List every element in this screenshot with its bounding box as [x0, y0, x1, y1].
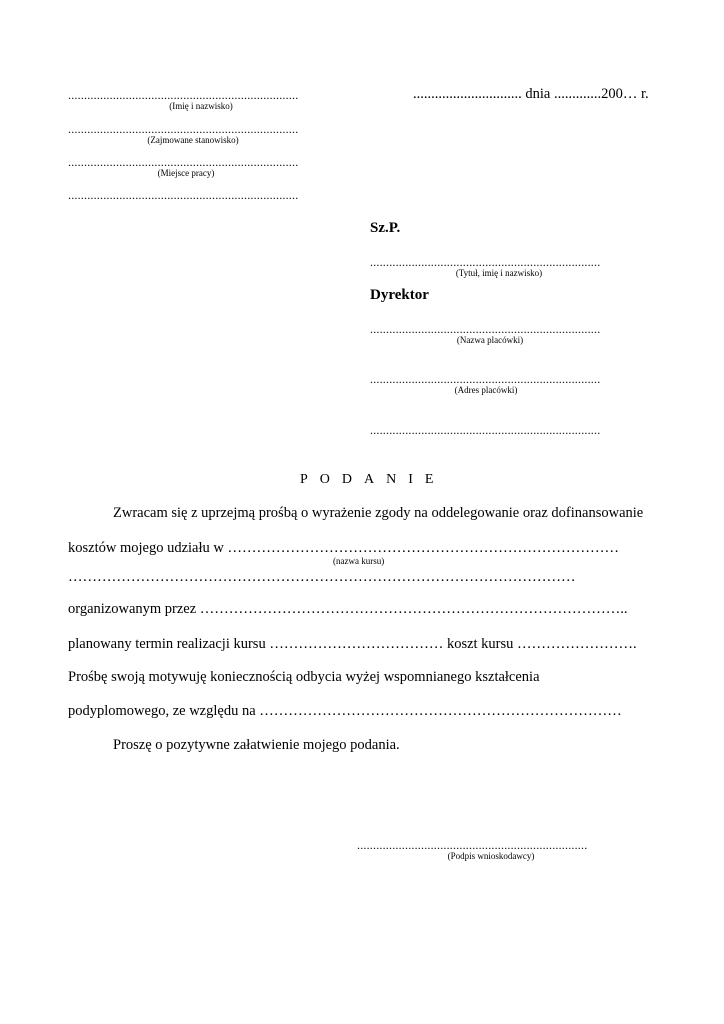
date-line: .............................. dnia .............200… r.	[413, 86, 649, 102]
recipient-extra-line: ........................................................................	[370, 423, 601, 437]
body-line-7: podyplomowego, ze względu na …………………………………………………………………	[68, 703, 622, 719]
recipient-address-line: ........................................................................	[370, 372, 601, 386]
recipient-title-line: ........................................................................	[370, 255, 601, 269]
body-line-4: organizowanym przez ……………………………………………………………………………..	[68, 601, 628, 617]
recipient-title-caption: (Tytuł, imię i nazwisko)	[455, 268, 543, 278]
recipient-institution-line: ........................................................................	[370, 322, 601, 336]
body-line-3: ……………………………………………………………………………………………	[68, 569, 576, 585]
sender-workplace-caption: (Miejsce pracy)	[157, 168, 215, 178]
body-line-5: planowany termin realizacji kursu ……………………………… koszt kursu …………………….	[68, 636, 637, 652]
sender-position-line: ........................................................................	[68, 122, 299, 136]
sender-name-caption: (Imię i nazwisko)	[169, 101, 233, 111]
recipient-institution-caption: (Nazwa placówki)	[456, 335, 524, 345]
recipient-address-caption: (Adres placówki)	[454, 385, 518, 395]
sender-extra-line: ........................................................................	[68, 188, 299, 202]
document-title: PODANIE	[300, 472, 446, 487]
body-line-1: Zwracam się z uprzejmą prośbą o wyrażenie zgody na oddelegowanie oraz dofinansowanie	[113, 505, 644, 521]
recipient-szp-label: Sz.P.	[370, 220, 401, 236]
body-line-2: kosztów mojego udziału w ………………………………………………………………………	[68, 540, 619, 556]
recipient-director-label: Dyrektor	[370, 287, 429, 303]
sender-name-line: ........................................................................	[68, 88, 299, 102]
sender-workplace-line: ........................................................................	[68, 155, 299, 169]
course-name-caption: (nazwa kursu)	[333, 556, 385, 566]
signature-line: ........................................................................	[357, 838, 588, 852]
sender-position-caption: (Zajmowane stanowisko)	[147, 135, 239, 145]
body-line-6: Prośbę swoją motywuję koniecznością odbycia wyżej wspomnianego kształcenia	[68, 669, 540, 685]
body-line-8: Proszę o pozytywne załatwienie mojego podania.	[113, 737, 400, 753]
signature-caption: (Podpis wnioskodawcy)	[447, 851, 535, 861]
